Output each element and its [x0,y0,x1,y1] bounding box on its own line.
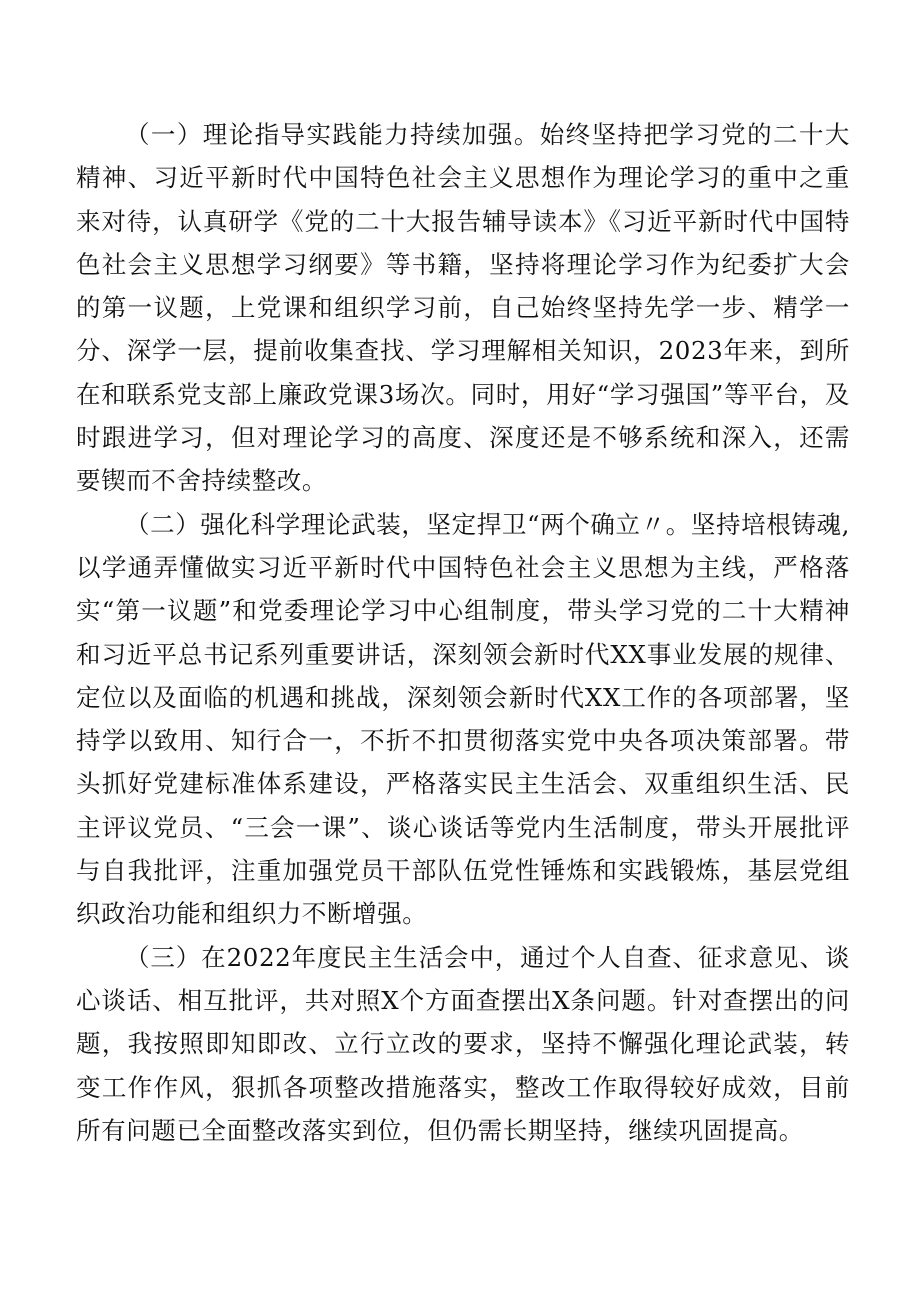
paragraph-3: （三）在2022年度民主生活会中，通过个人自查、征求意见、谈心谈话、相互批评，共对照X个方面查摆出X条问题。针对查摆出的问题，我按照即知即改、立行立改的要求，坚持不懈强化理论武装，转变工作作风，狠抓各项整改措施落实，整改工作取得较好成效，目前所有问题已全面整改落实到位，但仍需长期坚持，继续巩固提高。 [76,942,850,1145]
paragraph-2: （二）强化科学理论武装，坚定捍卫“两个确立〃。坚持培根铸魂,以学通弄懂做实习近平新时代中国特色社会主义思想为主线，严格落实“第一议题”和党委理论学习中心组制度，带头学习党的二十大精神和习近平总书记系列重要讲话，深刻领会新时代XX事业发展的规律、定位以及面临的机遇和挑战，深刻领会新时代XX工作的各项部署，坚持学以致用、知行合一，不折不扣贯彻落实党中央各项决策部署。带头抓好党建标准体系建设，严格落实民主生活会、双重组织生活、民主评议党员、“三会一课”、谈心谈话等党内生活制度，带头开展批评与自我批评，注重加强党员干部队伍党性锤炼和实践锻炼，基层党组织政治功能和组织力不断增强。 [76,509,850,929]
paragraph-1: （一）理论指导实践能力持续加强。始终坚持把学习党的二十大精神、习近平新时代中国特色社会主义思想作为理论学习的重中之重来对待，认真研学《党的二十大报告辅导读本》《习近平新时代中国特色社会主义思想学习纲要》等书籍，坚持将理论学习作为纪委扩大会的第一议题，上党课和组织学习前，自己始终坚持先学一步、精学一分、深学一层，提前收集查找、学习理解相关知识，2023年来，到所在和联系党支部上廉政党课3场次。同时，用好“学习强国”等平台，及时跟进学习，但对理论学习的高度、深度还是不够系统和深入，还需要锲而不舍持续整改。 [76,120,850,496]
